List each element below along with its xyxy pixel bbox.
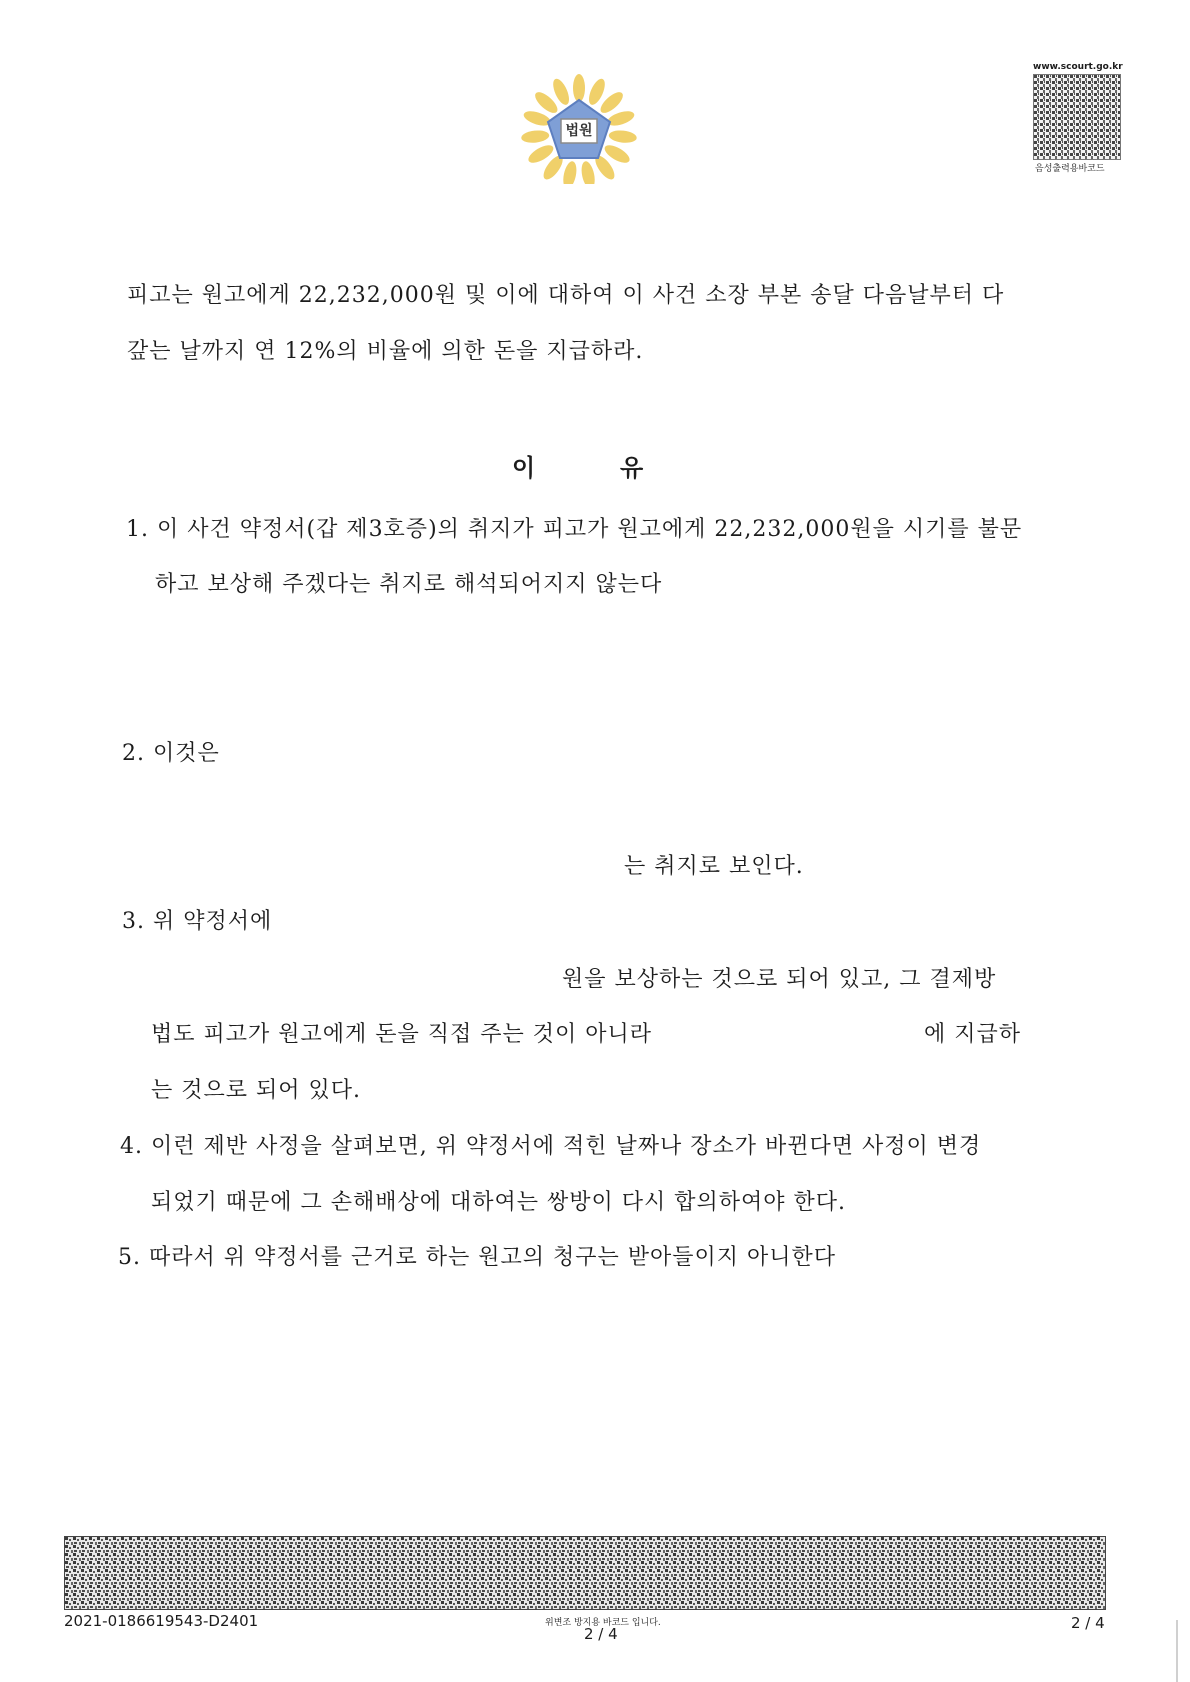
reason-3-line-1: 3. 위 약정서에 xyxy=(122,909,273,934)
qr-caption: 음성출력용바코드 xyxy=(1035,164,1105,174)
seal-text: 법원 xyxy=(565,123,593,139)
reasons-heading-char-2: 유 xyxy=(620,453,644,482)
page-number-center: 2 / 4 xyxy=(584,1625,618,1643)
reasons-heading-char-1: 이 xyxy=(512,453,536,482)
reason-3-line-3b: 에 지급하 xyxy=(924,1022,1022,1047)
reason-4-line-2: 되었기 때문에 그 손해배상에 대하여는 쌍방이 다시 합의하여야 한다. xyxy=(151,1190,846,1215)
anti-forgery-barcode xyxy=(64,1536,1106,1610)
scan-edge-line xyxy=(1176,1620,1178,1682)
reason-3-line-3a: 법도 피고가 원고에게 돈을 직접 주는 것이 아니라 xyxy=(151,1022,652,1047)
qr-url: www.scourt.go.kr xyxy=(1033,62,1123,72)
qr-code xyxy=(1033,74,1121,160)
order-line-1: 피고는 원고에게 22,232,000원 및 이에 대하여 이 사건 소장 부본 송달 다음날부터 다 xyxy=(127,283,1005,308)
page-number-right: 2 / 4 xyxy=(1071,1614,1105,1632)
speech-qr-block xyxy=(1031,62,1123,174)
reason-3-line-4: 는 것으로 되어 있다. xyxy=(151,1078,361,1103)
reason-3-line-2: 원을 보상하는 것으로 되어 있고, 그 결제방 xyxy=(562,967,997,992)
court-seal-logo xyxy=(520,74,638,184)
reason-4-line-1: 4. 이런 제반 사정을 살펴보면, 위 약정서에 적힌 날짜나 장소가 바뀐다면 사정이 변경 xyxy=(120,1134,982,1159)
reason-5-line-1: 5. 따라서 위 약정서를 근거로 하는 원고의 청구는 받아들이지 아니한다 xyxy=(118,1245,836,1270)
reason-1-line-1: 1. 이 사건 약정서(갑 제3호증)의 취지가 피고가 원고에게 22,232,000원을 시기를 불문 xyxy=(126,517,1023,542)
order-line-2: 갚는 날까지 연 12%의 비율에 의한 돈을 지급하라. xyxy=(127,339,644,364)
reason-2-line-2: 는 취지로 보인다. xyxy=(624,854,804,879)
barcode-caption: 위변조 방지용 바코드 입니다. xyxy=(545,1618,661,1628)
reason-1-line-2: 하고 보상해 주겠다는 취지로 해석되어지지 않는다 xyxy=(155,572,663,597)
reason-2-line-1: 2. 이것은 xyxy=(122,741,220,766)
document-id: 2021-0186619543-D2401 xyxy=(64,1612,259,1630)
